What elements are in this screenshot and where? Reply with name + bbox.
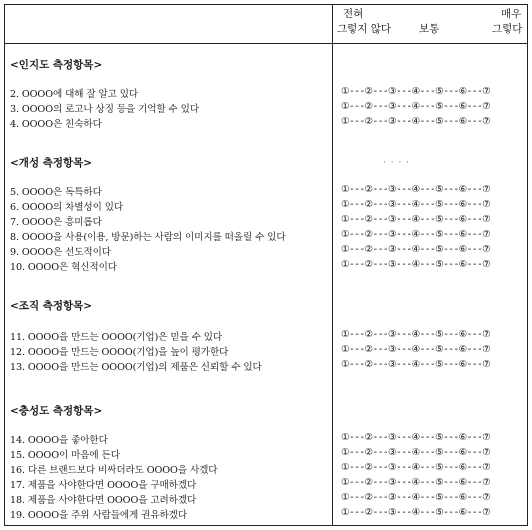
question-item: 12. OOOO을 만드는 OOOO(기업)을 높이 평가한다 — [10, 347, 229, 358]
header-col3-line1: 매우 — [501, 8, 522, 20]
likert-scale[interactable]: ①---②---③---④---⑤---⑥---⑦ — [341, 86, 491, 97]
question-item: 18. 제품을 사야한다면 OOOO을 고려하겠다 — [10, 495, 197, 506]
question-item: 15. OOOO이 마음에 든다 — [10, 450, 120, 461]
likert-scale[interactable]: ①---②---③---④---⑤---⑥---⑦ — [341, 344, 491, 355]
column-divider — [332, 5, 333, 525]
question-item: 8. OOOO을 사용(이용, 방문)하는 사람의 이미지를 떠올릴 수 있다 — [10, 232, 286, 243]
likert-scale[interactable]: ①---②---③---④---⑤---⑥---⑦ — [341, 447, 491, 458]
likert-scale[interactable]: ①---②---③---④---⑤---⑥---⑦ — [341, 101, 491, 112]
likert-scale[interactable]: ①---②---③---④---⑤---⑥---⑦ — [341, 329, 491, 340]
likert-scale[interactable]: ①---②---③---④---⑤---⑥---⑦ — [341, 259, 491, 270]
likert-scale[interactable]: ①---②---③---④---⑤---⑥---⑦ — [341, 229, 491, 240]
header-col1-line2: 그렇지 않다 — [337, 23, 392, 35]
question-item: 3. OOOO의 로고나 상징 등을 기억할 수 있다 — [10, 104, 200, 115]
question-item: 9. OOOO은 선도적이다 — [10, 247, 111, 258]
scan-speck: · · · · — [383, 158, 411, 168]
likert-scale[interactable]: ①---②---③---④---⑤---⑥---⑦ — [341, 507, 491, 518]
question-item: 14. OOOO을 좋아한다 — [10, 435, 108, 446]
header-col2: 보통 — [419, 23, 440, 35]
likert-scale[interactable]: ①---②---③---④---⑤---⑥---⑦ — [341, 244, 491, 255]
likert-scale[interactable]: ①---②---③---④---⑤---⑥---⑦ — [341, 359, 491, 370]
question-item: 7. OOOO은 흥미롭다 — [10, 217, 102, 228]
likert-scale[interactable]: ①---②---③---④---⑤---⑥---⑦ — [341, 184, 491, 195]
question-item: 10. OOOO은 혁신적이다 — [10, 262, 117, 273]
section-title: <충성도 측정항목> — [10, 405, 103, 417]
question-item: 13. OOOO을 만드는 OOOO(기업)의 제품은 신뢰할 수 있다 — [10, 362, 262, 373]
likert-scale[interactable]: ①---②---③---④---⑤---⑥---⑦ — [341, 432, 491, 443]
question-item: 4. OOOO은 친숙하다 — [10, 119, 102, 130]
likert-scale[interactable]: ①---②---③---④---⑤---⑥---⑦ — [341, 492, 491, 503]
section-title: <인지도 측정항목> — [10, 59, 103, 71]
section-title: <조직 측정항목> — [10, 300, 93, 312]
header-divider — [5, 43, 527, 44]
question-item: 11. OOOO을 만드는 OOOO(기업)은 믿을 수 있다 — [10, 332, 223, 343]
question-item: 16. 다른 브랜드보다 비싸더라도 OOOO을 사겠다 — [10, 465, 218, 476]
header-col3-line2: 그렇다 — [492, 23, 523, 35]
likert-scale[interactable]: ①---②---③---④---⑤---⑥---⑦ — [341, 462, 491, 473]
question-item: 5. OOOO은 독특하다 — [10, 187, 102, 198]
likert-scale[interactable]: ①---②---③---④---⑤---⑥---⑦ — [341, 477, 491, 488]
question-item: 6. OOOO의 차별성이 있다 — [10, 202, 124, 213]
question-item: 19. OOOO을 주위 사람들에게 권유하겠다 — [10, 510, 187, 521]
header-col1-line1: 전혀 — [343, 8, 364, 20]
question-item: 2. OOOO에 대해 잘 알고 있다 — [10, 89, 139, 100]
question-item: 17. 제품을 사야한다면 OOOO을 구매하겠다 — [10, 480, 197, 491]
likert-scale[interactable]: ①---②---③---④---⑤---⑥---⑦ — [341, 199, 491, 210]
likert-scale[interactable]: ①---②---③---④---⑤---⑥---⑦ — [341, 116, 491, 127]
section-title: <개성 측정항목> — [10, 157, 93, 169]
likert-scale[interactable]: ①---②---③---④---⑤---⑥---⑦ — [341, 214, 491, 225]
questionnaire-table — [4, 4, 528, 526]
